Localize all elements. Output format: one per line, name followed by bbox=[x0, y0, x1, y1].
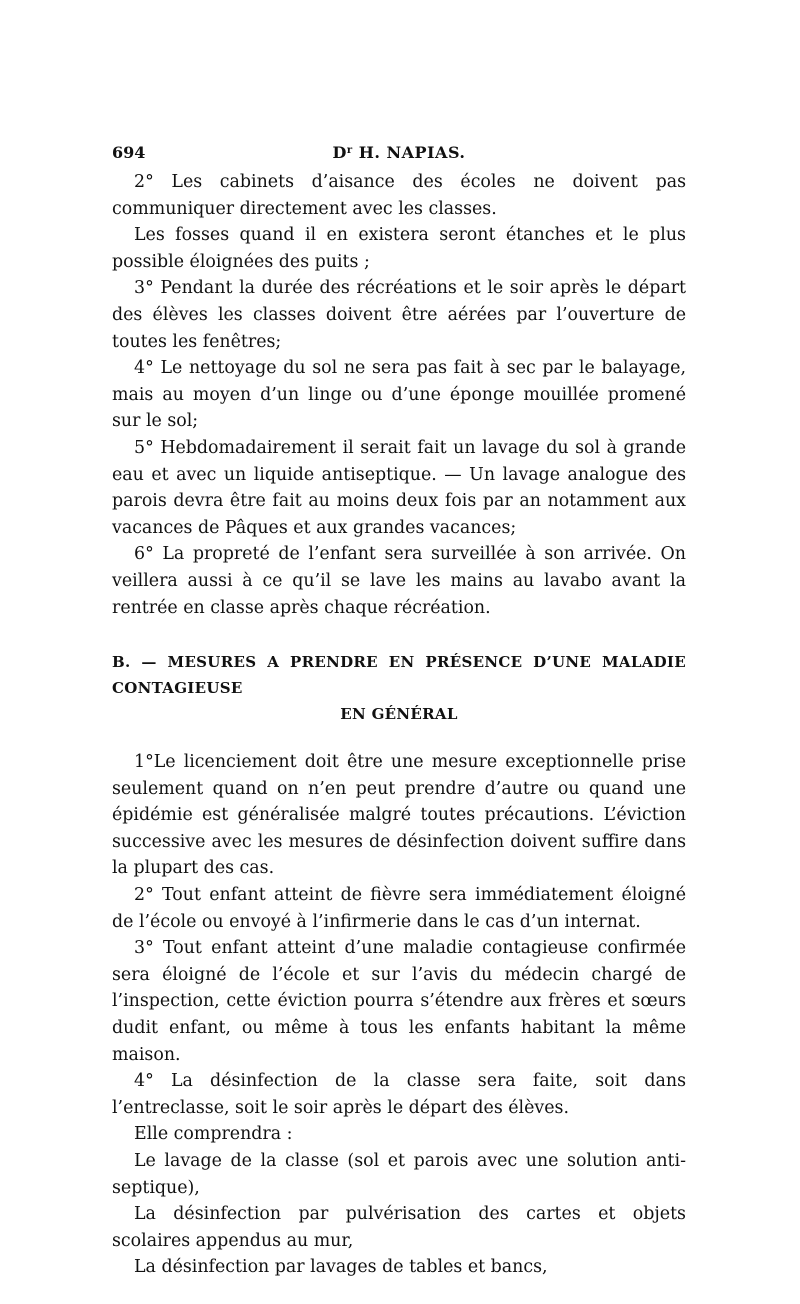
paragraph: 5° Hebdomadairement il serait fait un lavage du sol à grande eau et avec un liquide antiseptique. — Un lavage analogue des parois devra être fait au moins deux fois par an notamment aux vacances de Pâques et aux grandes vacances; bbox=[112, 437, 686, 538]
paragraph: 3° Tout enfant atteint d’une maladie contagieuse confirmée sera éloigné de l’école et sur l’avis du médecin chargé de l’inspection, cette éviction pourra s’étendre aux frères et sœurs dudit enfant, ou même à tous les enfants habitant la même maison. bbox=[112, 938, 686, 1065]
paragraph: 3° Pendant la durée des récréations et le soir après le départ des élèves les classes doivent être aérées par l’ouverture de toutes les fenêtres; bbox=[112, 278, 686, 352]
title-prefix: D bbox=[332, 143, 347, 162]
body-text-bottom bbox=[112, 749, 686, 1281]
paragraph: Elle comprendra : bbox=[134, 1124, 293, 1145]
section-heading-line-1: B. — MESURES A PRENDRE EN PRÉSENCE D’UNE MALADIE CONTAGIEUSE bbox=[112, 653, 686, 698]
paragraph: La désinfection par lavages de tables et bancs, bbox=[134, 1257, 548, 1278]
book-page bbox=[112, 143, 686, 1281]
title-superscript: r bbox=[346, 145, 353, 156]
paragraph: 4° Le nettoyage du sol ne sera pas fait à sec par le balayage, mais au moyen d’un linge ou d’une éponge mouillée promené sur le sol; bbox=[112, 358, 686, 432]
body-text-top bbox=[112, 169, 686, 621]
running-title bbox=[112, 143, 686, 162]
page-number: 694 bbox=[112, 143, 146, 162]
paragraph: 6° La propreté de l’enfant sera surveillée à son arrivée. On veillera aussi à ce qu’il se lave les mains au lavabo avant la rentrée en classe après chaque récréation. bbox=[112, 544, 686, 618]
paragraph: 4° La désinfection de la classe sera faite, soit dans l’entreclasse, soit le soir après le départ des élèves. bbox=[112, 1071, 686, 1118]
paragraph: 2° Les cabinets d’aisance des écoles ne doivent pas communiquer directement avec les classes. bbox=[112, 172, 686, 219]
paragraph: 1°Le licenciement doit être une mesure exceptionnelle prise seulement quand on n’en peut prendre d’autre ou quand une épidémie est généralisée malgré toutes précautions. L’éviction successive avec les mesures de désinfection doivent suffire dans la plupart des cas. bbox=[112, 752, 686, 879]
paragraph: 2° Tout enfant atteint de fièvre sera immédiatement éloigné de l’école ou envoyé à l’infirmerie dans le cas d’un internat. bbox=[112, 885, 686, 932]
section-heading-line-2: EN GÉNÉRAL bbox=[340, 705, 458, 724]
title-name: H. NAPIAS. bbox=[352, 143, 466, 162]
paragraph: Le lavage de la classe (sol et parois avec une solution antiseptique), bbox=[112, 1151, 686, 1198]
paragraph: Les fosses quand il en existera seront étanches et le plus possible éloignées des puits ; bbox=[112, 225, 686, 272]
running-header bbox=[112, 143, 686, 169]
paragraph: La désinfection par pulvérisation des cartes et objets scolaires appendus au mur, bbox=[112, 1204, 686, 1251]
section-heading bbox=[112, 649, 686, 727]
